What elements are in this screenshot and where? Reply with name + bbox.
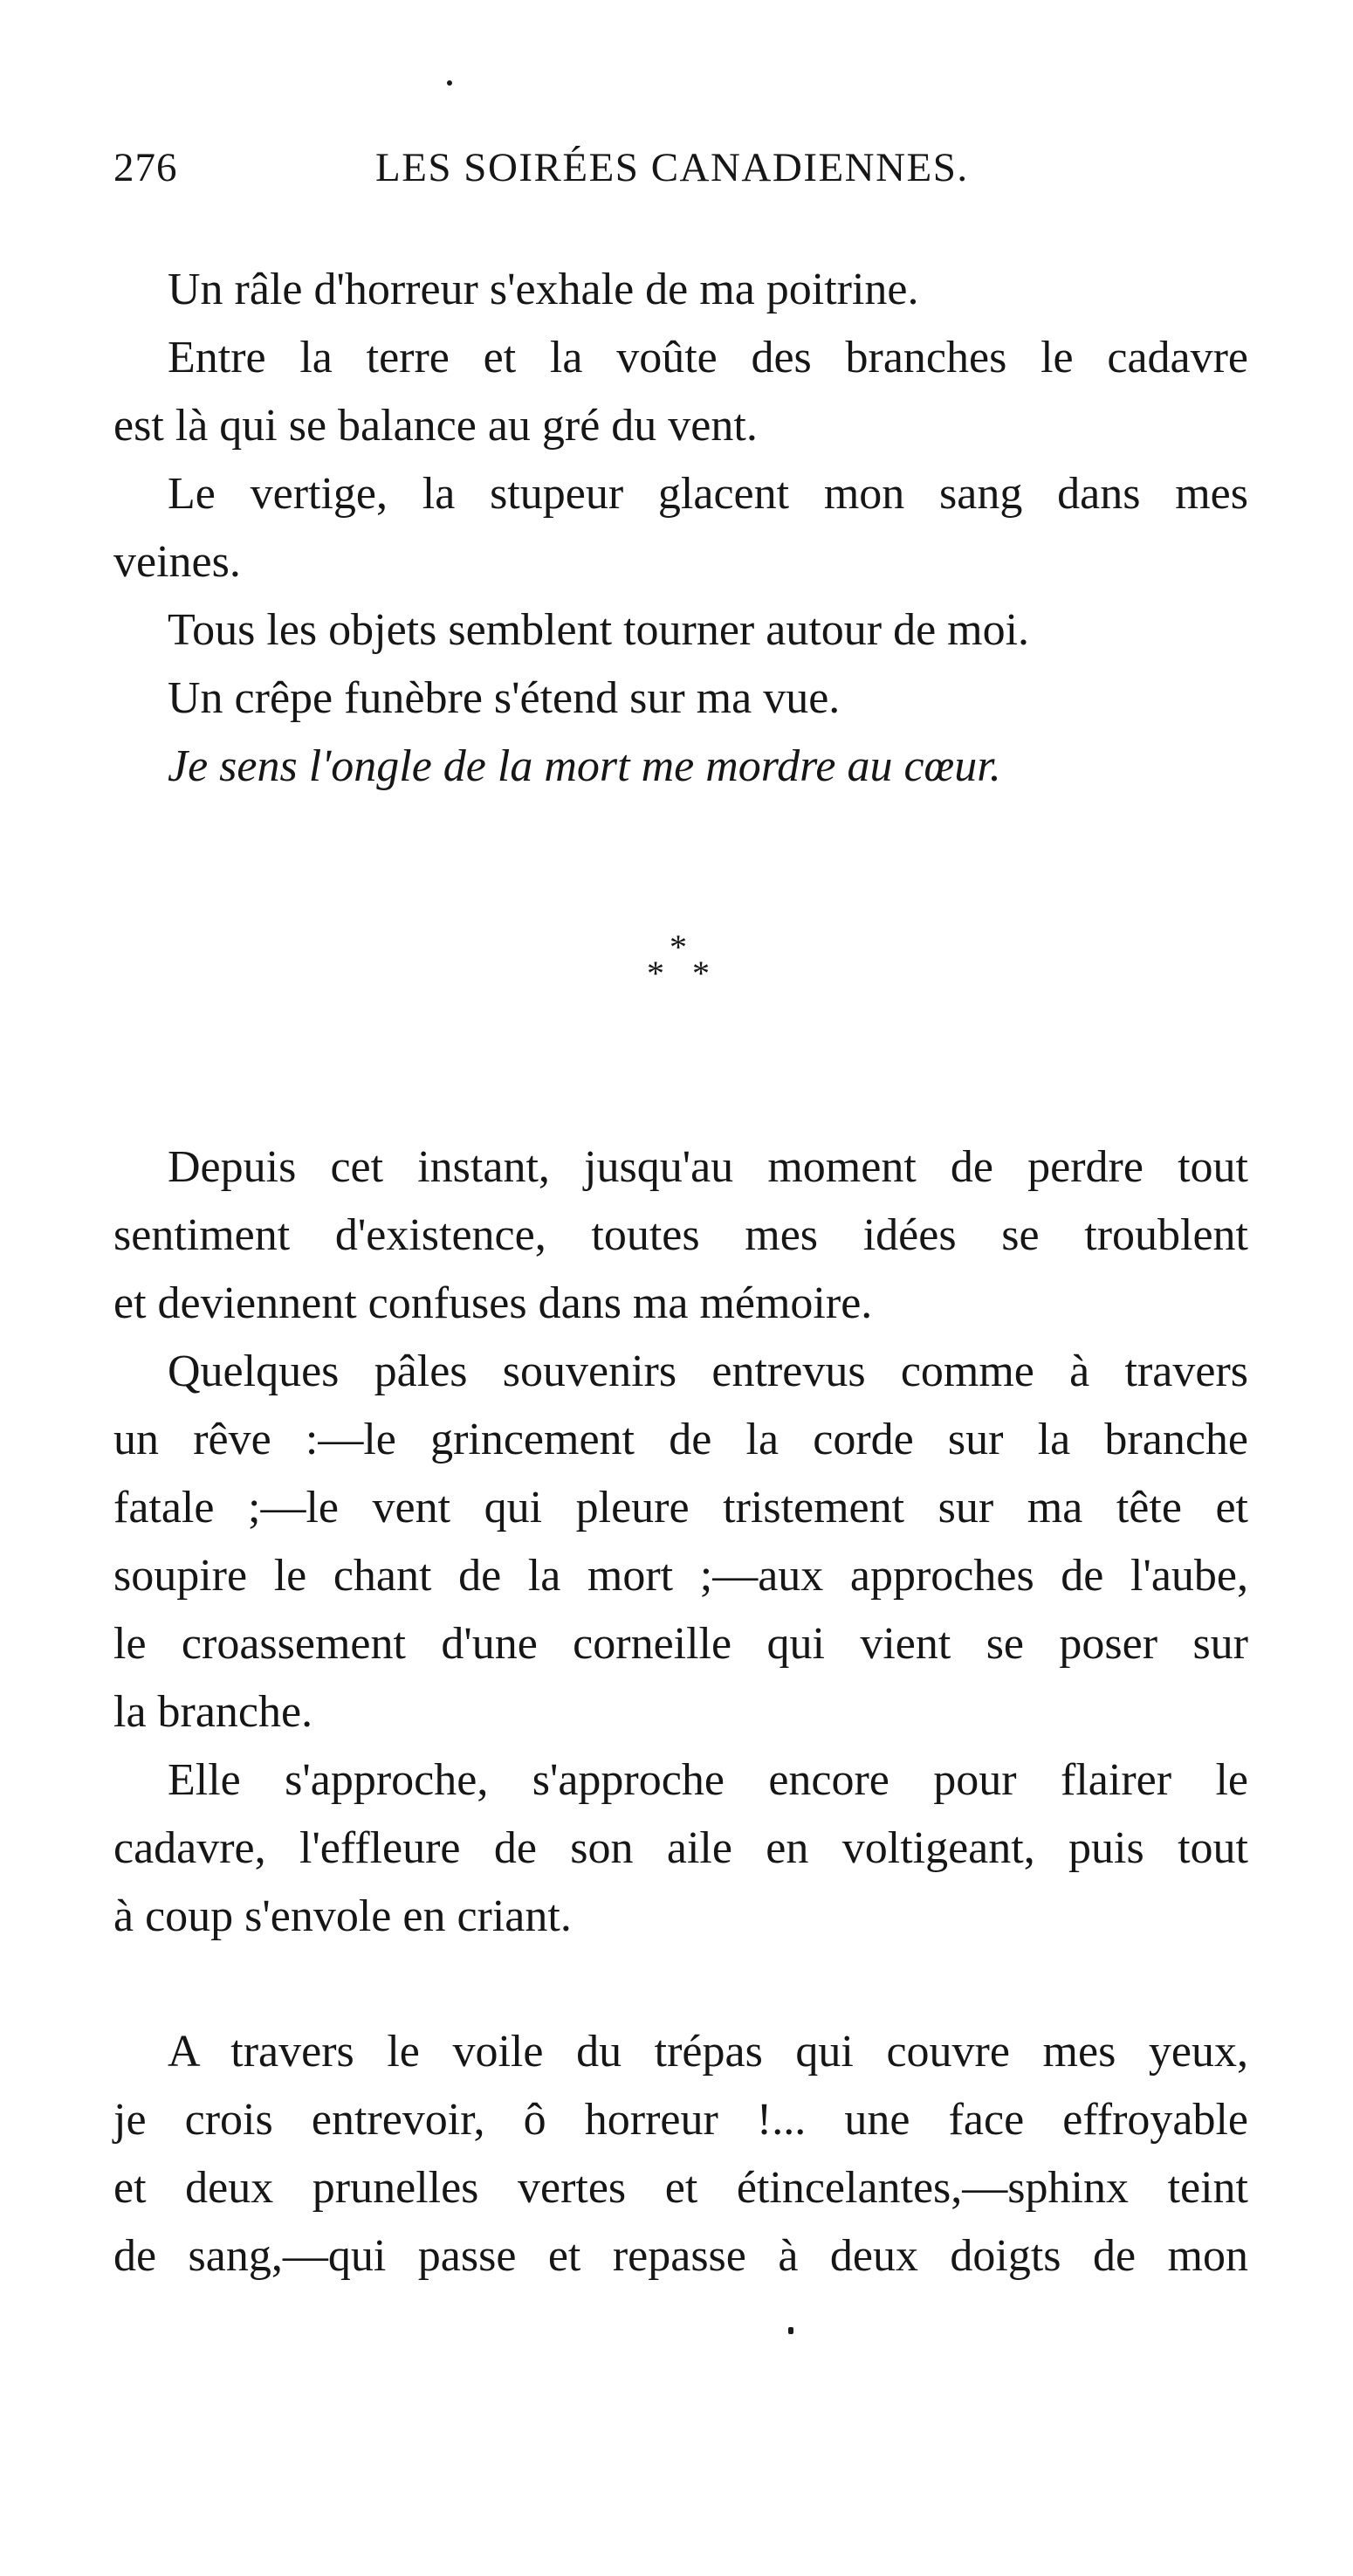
text-line: Tous les objets semblent tourner autour de moi.: [168, 605, 1030, 655]
text-line: de sang,—qui passe et repasse à deux doigts de mon: [113, 2231, 1248, 2281]
text-line: Elle s'approche, s'approche encore pour flairer le: [168, 1755, 1248, 1805]
asterism-star: *: [670, 927, 687, 967]
text-line: A travers le voile du trépas qui couvre mes yeux,: [168, 2027, 1248, 2077]
running-title: LES SOIRÉES CANADIENNES.: [375, 145, 969, 190]
text-line: veines.: [113, 537, 241, 587]
text-line: un rêve :—le grincement de la corde sur la branche: [113, 1415, 1248, 1464]
text-line: je crois entrevoir, ô horreur !... une face effroyable: [113, 2095, 1248, 2145]
text-line: Un crêpe funèbre s'étend sur ma vue.: [168, 673, 841, 723]
text-line: Entre la terre et la voûte des branches le cadavre: [168, 333, 1248, 382]
text-line: la branche.: [113, 1687, 313, 1737]
asterism-star: *: [692, 954, 710, 993]
text-line: cadavre, l'effleure de son aile en voltigeant, puis tout: [113, 1823, 1248, 1873]
text-line: fatale ;—le vent qui pleure tristement sur ma tête et: [113, 1483, 1248, 1533]
page-number: 276: [113, 145, 178, 190]
text-line: soupire le chant de la mort ;—aux approches de l'aube,: [113, 1551, 1248, 1601]
ink-speck-bottom: [788, 2327, 793, 2334]
asterism-separator: [642, 927, 720, 1000]
text-line: à coup s'envole en criant.: [113, 1891, 572, 1941]
text-line: Je sens l'ongle de la mort me mordre au cœur.: [168, 741, 1001, 791]
text-line: Le vertige, la stupeur glacent mon sang dans mes: [168, 469, 1248, 519]
text-line: le croassement d'une corneille qui vient se poser sur: [113, 1619, 1248, 1669]
text-line: Quelques pâles souvenirs entrevus comme à travers: [168, 1347, 1248, 1396]
ink-speck-top: [447, 80, 452, 86]
text-line: et deux prunelles vertes et étincelantes,—sphinx teint: [113, 2163, 1248, 2213]
text-line: est là qui se balance au gré du vent.: [113, 401, 758, 451]
page-header: [113, 144, 1248, 205]
text-line: sentiment d'existence, toutes mes idées se troublent: [113, 1210, 1248, 1260]
text-line: Un râle d'horreur s'exhale de ma poitrine.: [168, 265, 919, 314]
text-line: et deviennent confuses dans ma mémoire.: [113, 1278, 873, 1328]
asterism-star: *: [647, 954, 664, 993]
text-line: Depuis cet instant, jusqu'au moment de perdre tout: [168, 1142, 1248, 1192]
